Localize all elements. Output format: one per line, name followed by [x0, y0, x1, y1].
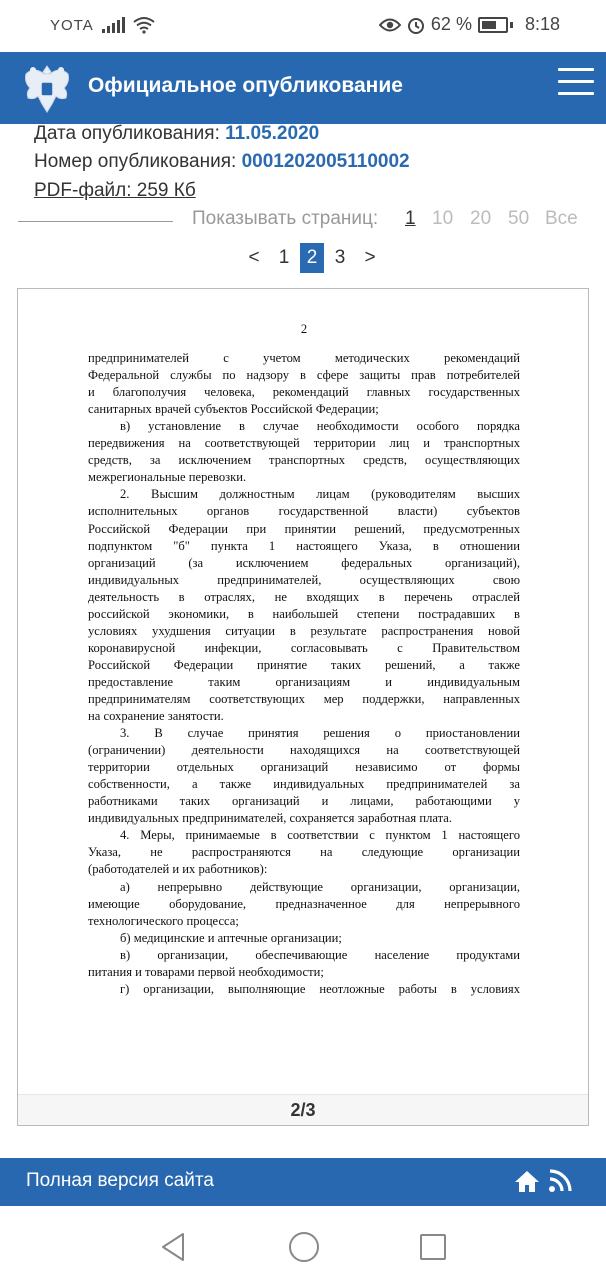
- divider: [18, 221, 173, 222]
- pagination: [240, 243, 386, 273]
- document-line: передвижения на соответствующей территории лиц и транспортных: [88, 436, 520, 451]
- pages-per-view-selector: [18, 208, 588, 234]
- document-page: [88, 321, 520, 998]
- publication-number-value: 0001202005110002: [241, 151, 410, 172]
- document-viewer[interactable]: [17, 288, 589, 1126]
- footer-icons: [514, 1169, 572, 1193]
- document-line: 2. Высшим должностным лицам (руководителям высших: [120, 487, 520, 502]
- document-line: а) непрерывно действующие организации, организации,: [120, 879, 520, 894]
- document-line: собственности, а также индивидуальных предпринимателей за: [88, 777, 520, 792]
- document-line: предоставление таким организациям и индивидуальным: [88, 674, 520, 689]
- document-line: индивидуальных предпринимателей, сохраняется заработная плата.: [88, 811, 453, 826]
- footer-bar: [0, 1158, 606, 1206]
- page-1-button[interactable]: 1: [278, 247, 290, 268]
- document-text: [88, 350, 520, 998]
- coat-of-arms-icon[interactable]: [20, 60, 74, 116]
- home-circle-icon[interactable]: [289, 1232, 319, 1262]
- pages-option-10[interactable]: 10: [432, 208, 454, 229]
- clock: 8:18: [524, 14, 560, 34]
- status-bar: [0, 0, 606, 52]
- document-line: работниками таких организаций и лицами, работающими у: [88, 794, 520, 809]
- document-line: в) организации, обеспечивающие население продуктами: [120, 947, 520, 962]
- document-line: деятельность в отраслях, не входящих в перечень отраслей: [88, 589, 520, 604]
- document-line: имеющие оборудование, предназначенное для непрерывного: [88, 896, 520, 911]
- carrier-label: YOTA: [50, 16, 94, 34]
- document-line: Российской Федерации при принятии решений, предусмотренных: [88, 521, 520, 536]
- status-right: [379, 14, 560, 35]
- document-line: санитарных врачей субъектов Российской Федерации;: [88, 402, 379, 417]
- eye-icon: [379, 17, 401, 33]
- next-page-button[interactable]: >: [364, 247, 376, 268]
- prev-page-button[interactable]: <: [248, 247, 260, 268]
- back-triangle-icon[interactable]: [160, 1232, 186, 1262]
- publication-date-label: Дата опубликования:: [34, 123, 220, 144]
- document-line: предпринимателей с учетом методических рекомендаций: [88, 351, 520, 366]
- pdf-file-row: [34, 180, 196, 202]
- document-line: и благополучия человека, рекомендаций главных государственных: [88, 385, 520, 400]
- signal-icon: [102, 17, 125, 33]
- publication-date-value: 11.05.2020: [225, 123, 320, 144]
- pages-option-1[interactable]: 1: [405, 208, 416, 229]
- page-indicator: 2/3: [18, 1094, 588, 1125]
- document-line: в) установление в случае необходимости особого порядка: [120, 419, 520, 434]
- battery-icon: [478, 17, 508, 33]
- page-2-button-current[interactable]: 2: [300, 243, 324, 273]
- status-left: [50, 16, 155, 34]
- document-line: Российской Федерации принятие таких решений, а также: [88, 657, 520, 672]
- document-line: российской экономики, в наибольшей степени пострадавших в: [88, 606, 520, 621]
- pdf-file-link[interactable]: PDF-файл: 259 Кб: [34, 180, 196, 201]
- document-line: б) медицинские и аптечные организации;: [120, 930, 342, 945]
- wifi-icon: [133, 16, 155, 34]
- pages-option-50[interactable]: 50: [508, 208, 530, 229]
- alarm-icon: [407, 16, 425, 34]
- document-line: коронавирусной инфекции, согласовывать с Правительством: [88, 640, 520, 655]
- system-nav-bar: [0, 1206, 606, 1280]
- hamburger-menu-icon[interactable]: [558, 68, 594, 96]
- document-line: Указа, не распространяются на следующие организации: [88, 845, 520, 860]
- document-line: г) организации, выполняющие неотложные работы в условиях: [120, 981, 520, 996]
- pages-option-all[interactable]: Все: [545, 208, 578, 229]
- pages-per-view-label: Показывать страниц:: [192, 208, 379, 229]
- document-line: исполнительных органов государственной власти) субъектов: [88, 504, 520, 519]
- document-line: предпринимателям соответствующих мер поддержки, направленных: [88, 691, 520, 706]
- document-line: технологического процесса;: [88, 913, 239, 928]
- home-icon[interactable]: [514, 1169, 540, 1193]
- publication-number-label: Номер опубликования:: [34, 151, 237, 172]
- document-line: условиях ухудшения ситуации в результате распространения новой: [88, 623, 520, 638]
- battery-percent: 62 %: [430, 14, 472, 34]
- document-line: организаций (за исключением федеральных организаций),: [88, 555, 520, 570]
- document-line: 4. Меры, принимаемые в соответствии с пунктом 1 настоящего: [120, 828, 520, 843]
- document-page-number: 2: [300, 322, 308, 336]
- page-title[interactable]: Официальное опубликование: [88, 74, 403, 97]
- app-header: [0, 52, 606, 124]
- page-3-button[interactable]: 3: [334, 247, 346, 268]
- document-line: питания и товарами первой необходимости;: [88, 964, 324, 979]
- document-line: территории отдельных организаций независимо от формы: [88, 760, 520, 775]
- document-line: средств, за исключением транспортных средств, осуществляющих: [88, 453, 520, 468]
- publication-date: [34, 123, 319, 145]
- rss-icon[interactable]: [548, 1169, 572, 1193]
- recent-apps-square-icon[interactable]: [420, 1234, 446, 1260]
- full-version-link[interactable]: Полная версия сайта: [26, 1170, 214, 1191]
- document-line: 3. В случае принятия решения о приостановлении: [120, 726, 520, 741]
- publication-number: [34, 151, 410, 173]
- pages-option-20[interactable]: 20: [470, 208, 492, 229]
- document-line: Федеральной службы по надзору в сфере защиты прав потребителей: [88, 368, 520, 383]
- document-line: межрегиональные перевозки.: [88, 470, 247, 485]
- document-line: индивидуальных предпринимателей, осуществляющих свою: [88, 572, 520, 587]
- document-line: (ограничении) деятельности находящихся на соответствующей: [88, 743, 520, 758]
- document-line: на сохранение занятости.: [88, 709, 224, 724]
- document-line: подпунктом "б" пункта 1 настоящего Указа, в отношении: [88, 538, 520, 553]
- document-line: (работодателей и их работников):: [88, 862, 268, 877]
